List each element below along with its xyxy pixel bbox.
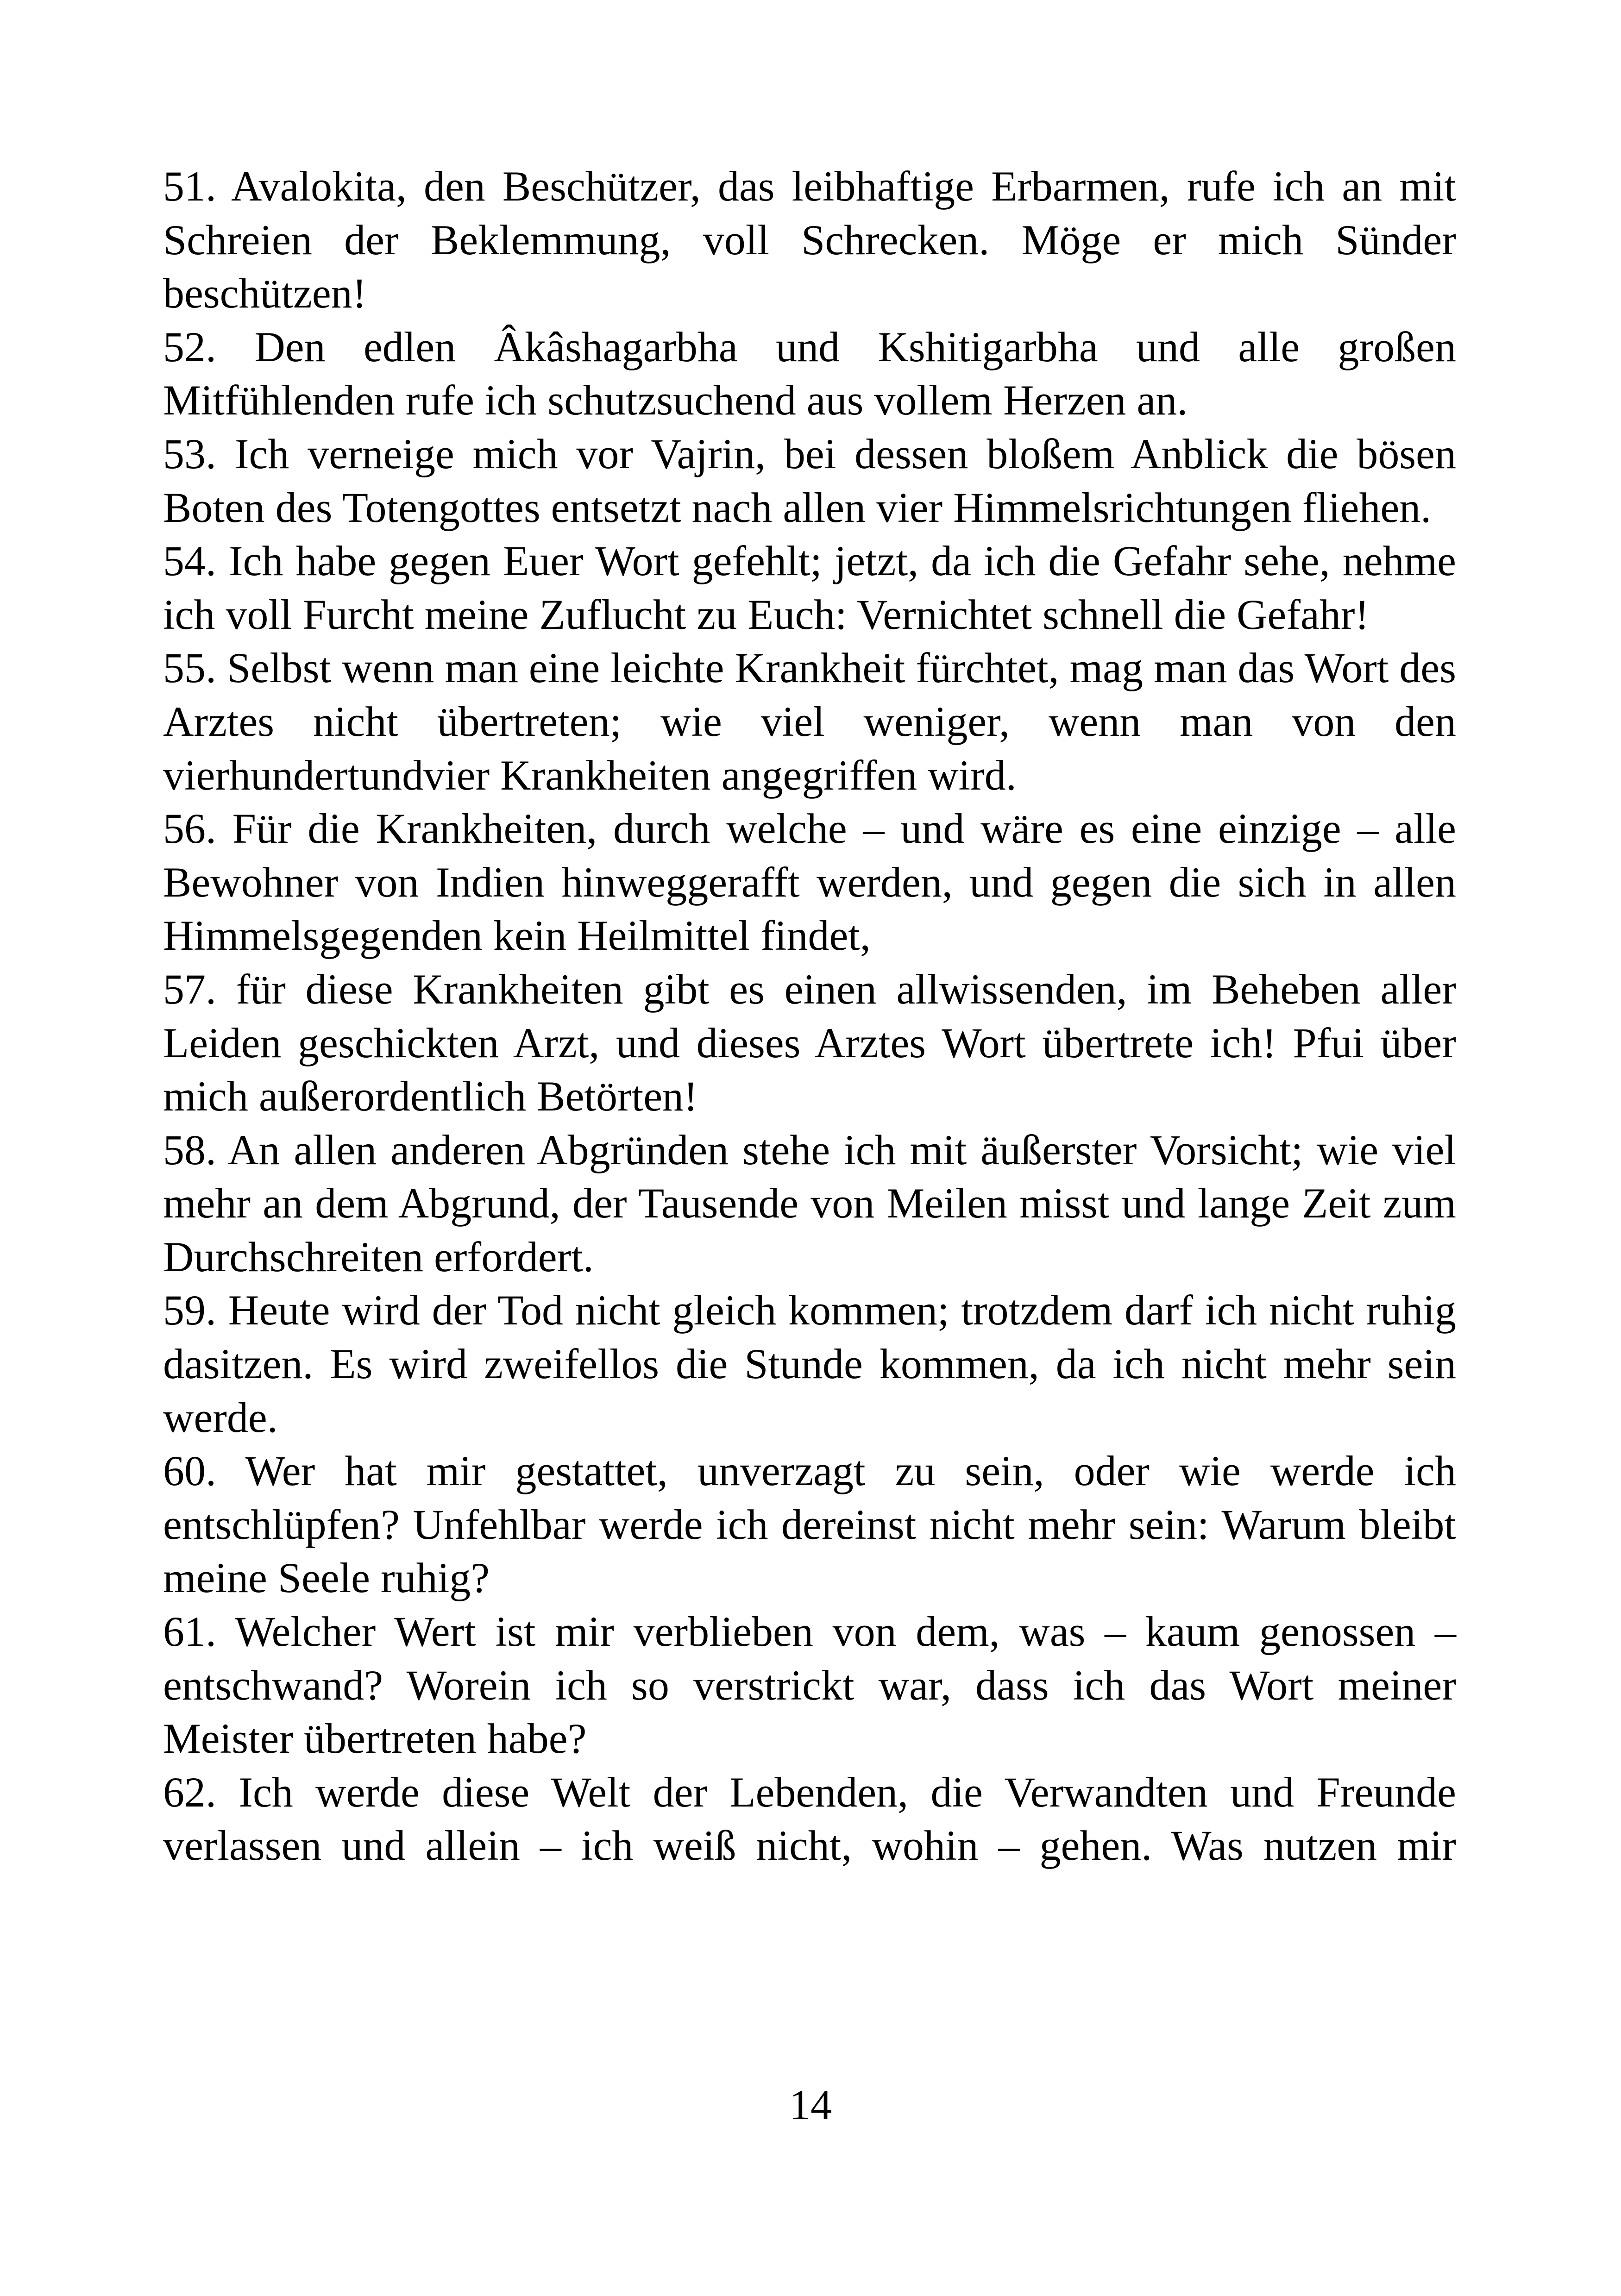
verse-52: 52. Den edlen Âkâshagarbha und Kshitigarbha und alle großen Mitfühlenden rufe ich schutzsuchend aus vollem Herzen an.: [163, 323, 1456, 424]
verse-58: 58. An allen anderen Abgründen stehe ich mit äußerster Vorsicht; wie viel mehr an dem Abgrund, der Tausende von Meilen misst und lange Zeit zum Durchschreiten erfordert.: [163, 1126, 1456, 1280]
verse-55: 55. Selbst wenn man eine leichte Krankheit fürchtet, mag man das Wort des Arztes nicht übertreten; wie viel weniger, wenn man von den vierhundertundvier Krankheiten angegriffen wird.: [163, 644, 1456, 799]
verse-53: 53. Ich verneige mich vor Vajrin, bei dessen bloßem Anblick die bösen Boten des Totengottes entsetzt nach allen vier Himmelsrichtungen fliehen.: [163, 430, 1456, 531]
verse-62: 62. Ich werde diese Welt der Lebenden, die Verwandten und Freunde verlassen und allein – ich weiß nicht, wohin – gehen. Was nutzen mir: [163, 1768, 1456, 1869]
verse-59: 59. Heute wird der Tod nicht gleich kommen; trotzdem darf ich nicht ruhig dasitzen. Es wird zweifellos die Stunde kommen, da ich nicht mehr sein werde.: [163, 1286, 1456, 1441]
body-text: [163, 160, 1456, 1873]
verse-54: 54. Ich habe gegen Euer Wort gefehlt; jetzt, da ich die Gefahr sehe, nehme ich voll Furcht meine Zuflucht zu Euch: Vernichtet schnell die Gefahr!: [163, 537, 1456, 638]
verse-56: 56. Für die Krankheiten, durch welche – und wäre es eine einzige – alle Bewohner von Indien hinweggerafft werden, und gegen die sich in allen Himmelsgegenden kein Heilmittel findet,: [163, 805, 1456, 960]
verse-61: 61. Welcher Wert ist mir verblieben von dem, was – kaum genossen – entschwand? Worein ich so verstrickt war, dass ich das Wort meiner Meister übertreten habe?: [163, 1608, 1456, 1763]
verse-60: 60. Wer hat mir gestattet, unverzagt zu sein, oder wie werde ich entschlüpfen? Unfehlbar werde ich dereinst nicht mehr sein: Warum bleibt meine Seele ruhig?: [163, 1447, 1456, 1602]
page-number: 14: [789, 2081, 832, 2128]
verse-57: 57. für diese Krankheiten gibt es einen allwissenden, im Beheben aller Leiden geschickten Arzt, und dieses Arztes Wort übertrete ich! Pfui über mich außerordentlich Betörten!: [163, 965, 1456, 1120]
verse-51: 51. Avalokita, den Beschützer, das leibhaftige Erbarmen, rufe ich an mit Schreien der Beklemmung, voll Schrecken. Möge er mich Sünder beschützen!: [163, 163, 1456, 317]
